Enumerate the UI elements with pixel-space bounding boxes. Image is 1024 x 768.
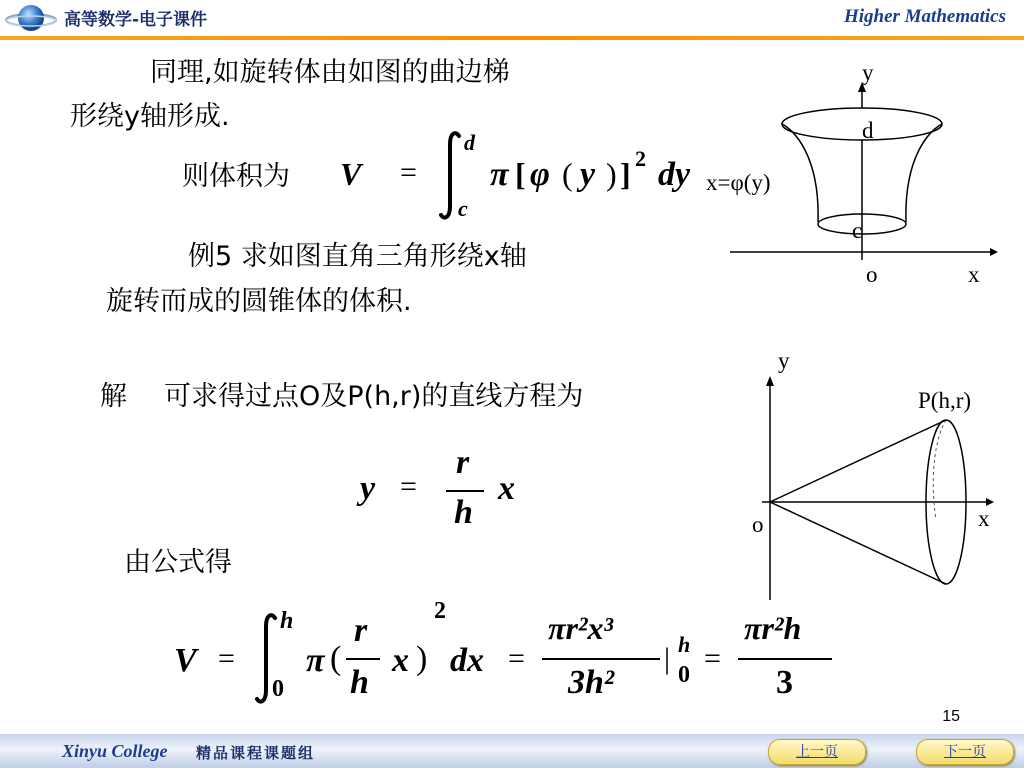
header-subject: Higher Mathematics [843, 6, 1006, 27]
left-profile-curve [782, 124, 818, 222]
footer-college: Xinyu College [62, 741, 168, 761]
f2-eq: = [400, 470, 417, 503]
f1-dy: dy [658, 156, 691, 193]
solution-text: 可求得过点O及P(h,r)的直线方程为 [164, 381, 584, 412]
f3-denominator-3: 3 [776, 664, 793, 701]
f1-rparen: ) [606, 156, 617, 192]
diagram2-point-label: P(h,r) [918, 388, 972, 413]
f3-denominator-2: 3h² [568, 664, 615, 701]
diagram1-y-label: y [862, 60, 874, 85]
slide-header [0, 0, 1024, 40]
y-axis-arrow-icon [766, 376, 774, 386]
diagram2-origin-label: o [752, 512, 764, 537]
f3-exponent: 2 [434, 598, 446, 624]
page-number: 15 [942, 708, 960, 725]
diagram1-curve-label: x=φ(y) [706, 170, 771, 195]
formula-cone-volume [170, 598, 850, 718]
f3-eq3: = [704, 642, 721, 675]
f3-pi: π [306, 642, 325, 679]
diagram2-x-label: x [978, 506, 990, 531]
f3-numerator-2: πr²x³ [548, 610, 614, 646]
f3-denominator: h [350, 664, 369, 701]
f2-fraction-bar [446, 490, 484, 492]
x-axis-arrow-icon [990, 248, 998, 256]
footer-course-group: 精品课程课题组 [196, 744, 316, 762]
text-line-1: 同理,如旋转体由如图的曲边梯 [150, 57, 510, 88]
solution-label: 解 [100, 381, 127, 412]
f2-denominator: h [454, 494, 473, 531]
f1-phi: φ [530, 156, 550, 193]
formula-volume-y [340, 130, 720, 220]
f3-lparen: ( [330, 640, 342, 677]
cone-lower-edge [770, 502, 946, 584]
formula-lead: 由公式得 [124, 547, 232, 578]
f2-numerator: r [456, 444, 470, 481]
f2-y: y [360, 470, 376, 507]
globe-logo-icon [4, 2, 58, 36]
f1-lower-limit: c [458, 196, 468, 221]
f3-eval-lower: 0 [678, 662, 690, 688]
f2-x: x [498, 470, 515, 507]
header-divider [0, 36, 1024, 40]
f3-eq2: = [508, 642, 525, 675]
f3-fraction-bar-2 [542, 658, 660, 660]
x-axis-arrow-icon [986, 498, 994, 506]
f1-y: y [580, 156, 596, 193]
f3-numerator: r [354, 612, 368, 649]
example-line-2: 旋转而成的圆锥体的体积. [106, 286, 412, 317]
f3-eq1: = [218, 642, 235, 675]
f1-eq: = [400, 156, 417, 189]
prev-page-button[interactable]: 上一页 [768, 739, 866, 765]
f3-rparen: ) [416, 640, 428, 677]
diagram1-x-label: x [968, 262, 980, 287]
right-profile-curve [906, 124, 942, 222]
f3-upper-limit: h [280, 608, 294, 634]
f1-pi: π [490, 156, 509, 193]
f3-numerator-3: πr²h [744, 610, 802, 646]
formula-line-equation [360, 440, 540, 540]
f3-fraction-bar-3 [738, 658, 832, 660]
f1-upper-limit: d [464, 130, 475, 155]
cone-upper-edge [770, 420, 946, 502]
diagram2-y-label: y [778, 348, 790, 373]
f3-lower-limit: 0 [272, 676, 284, 702]
f3-x: x [392, 642, 409, 679]
example-line-1: 例5 求如图直角三角形绕x轴 [188, 241, 527, 272]
f3-fraction-bar [346, 658, 380, 660]
diagram1-c-label: c [852, 218, 863, 243]
diagram1-d-label: d [862, 118, 874, 143]
f1-V: V [340, 156, 362, 192]
volume-intro: 则体积为 [182, 161, 290, 192]
f1-rbracket: ] [620, 156, 631, 192]
f1-exponent: 2 [635, 146, 646, 171]
header-title: 高等数学-电子课件 [64, 10, 208, 30]
f3-eval-upper: h [678, 632, 691, 657]
text-line-2: 形绕y轴形成. [70, 101, 230, 132]
f1-lbracket: [ [515, 156, 526, 192]
f3-dx: dx [450, 642, 484, 679]
f1-lparen: ( [562, 156, 573, 192]
next-page-button[interactable]: 下一页 [916, 739, 1014, 765]
f3-eval-bar: | [664, 642, 671, 675]
f3-V: V [174, 642, 197, 679]
diagram1-origin-label: o [866, 262, 878, 287]
